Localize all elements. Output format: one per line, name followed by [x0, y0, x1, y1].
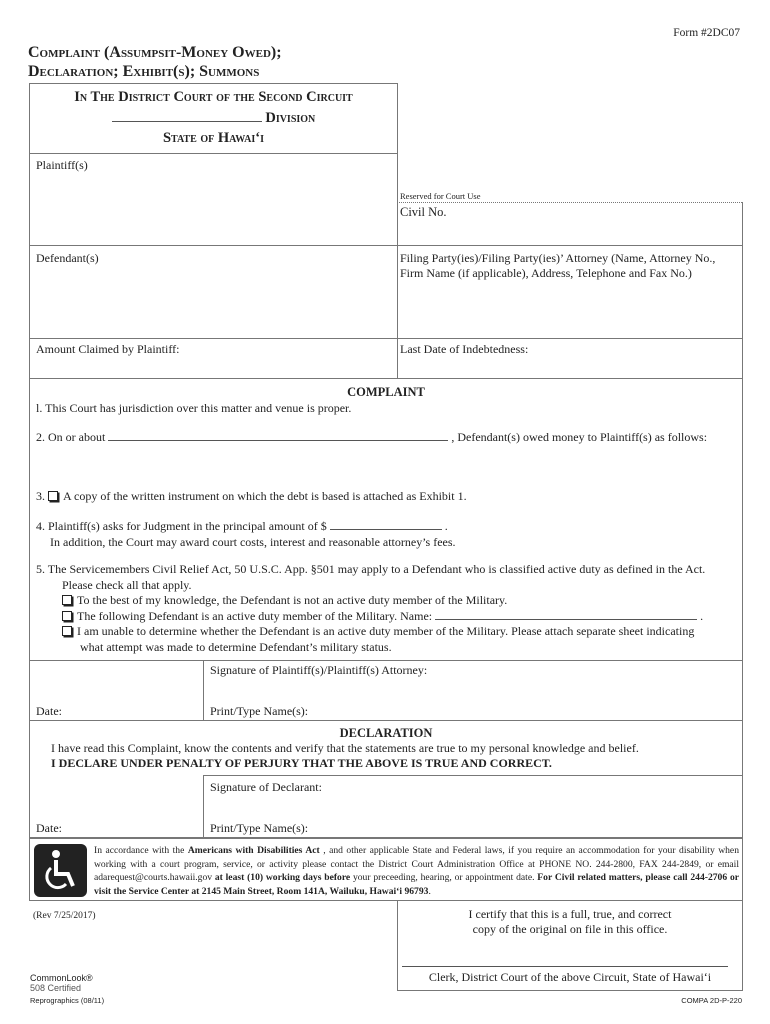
para-4-line2: In addition, the Court may award court costs, interest and reasonable attorney’s fees.: [50, 535, 456, 549]
principal-amount-field[interactable]: [330, 529, 442, 530]
print-label-2: Print/Type Name(s):: [210, 821, 309, 835]
declaration-heading: DECLARATION: [339, 726, 433, 740]
option-1-label: To the best of my knowledge, the Defendant is not an active duty member of the Military.: [77, 593, 508, 607]
state-label: State of Hawai‘i: [162, 130, 265, 146]
division-field[interactable]: [112, 121, 262, 122]
not-military-checkbox[interactable]: [62, 595, 72, 605]
reprographics: Reprographics (08/11): [30, 996, 105, 1005]
declaration-text: I have read this Complaint, know the contents and verify that the statements are true to my personal knowledge and belief.: [51, 741, 639, 755]
ada-notice: [94, 844, 739, 898]
para-5-text: 5. The Servicemembers Civil Relief Act, 50 U.S.C. App. §501 may apply to a Defendant who is classified active duty as defined in the Act.: [36, 562, 706, 576]
division-line: [29, 110, 398, 127]
unable-determine-checkbox[interactable]: [62, 626, 72, 636]
complaint-para-4: 4. Plaintiff(s) asks for Judgment in the principal amount of $ . In addition, the Court may award court costs, interest and reasonable attorney’s fees.: [36, 519, 456, 549]
court-name: In The District Court of the Second Circuit: [74, 89, 353, 105]
filing-party-label: Filing Party(ies)/Filing Party(ies)’ Attorney (Name, Attorney No., Firm Name (if applicable), Address, Telephone and Fax No.): [400, 251, 716, 280]
complaint-para-1: l. This Court has jurisdiction over this matter and venue is proper.: [36, 401, 352, 415]
complaint-para-3: [36, 489, 467, 504]
civil-no-label: Civil No.: [400, 205, 447, 219]
option-2-label: The following Defendant is an active duty member of the Military. Name:: [77, 608, 433, 623]
para-2-suffix: , Defendant(s) owed money to Plaintiff(s) as follows:: [451, 430, 708, 444]
ada-t2: , and other applicable State and Federal laws, if you require an accommodation for your disability when working with a court program, service, or activity please contact the District Court Administration Office at PHONE NO. 244-2800, FAX 244-2849, or email adarequest@courts.hawaii.gov: [94, 845, 739, 884]
title-line-2: Declaration; Exhibit(s); Summons: [28, 63, 260, 80]
para-3-num: 3.: [36, 489, 45, 503]
compa-code: COMPA 2D-P-220: [681, 996, 742, 1005]
complaint-para-2: [36, 430, 707, 445]
para-4-prefix: 4. Plaintiff(s) asks for Judgment in the principal amount of $: [36, 519, 327, 533]
option-3-label: I am unable to determine whether the Defendant is an active duty member of the Military. Please attach separate sheet indicating: [77, 624, 695, 638]
certified-text: 508 Certified: [30, 983, 82, 993]
reserved-label: Reserved for Court Use: [400, 191, 481, 201]
defendant-label: Defendant(s): [36, 251, 99, 265]
last-date-label: Last Date of Indebtedness:: [400, 342, 529, 356]
declaration-perjury: I DECLARE UNDER PENALTY OF PERJURY THAT THE ABOVE IS TRUE AND CORRECT.: [51, 756, 552, 770]
sig1-label: Signature of Plaintiff(s)/Plaintiff(s) Attorney:: [210, 663, 428, 677]
revision-date: (Rev 7/25/2017): [33, 911, 96, 921]
date-label-2: Date:: [36, 821, 62, 835]
form-number: Form #2DC07: [673, 27, 740, 39]
ada-b2: at least (10) working days before: [214, 872, 351, 884]
plaintiff-label: Plaintiff(s): [36, 158, 88, 172]
form-title: [28, 43, 282, 81]
option-3-line2: what attempt was made to determine Defendant’s military status.: [80, 639, 392, 654]
date-label-1: Date:: [36, 704, 62, 718]
print-label-1: Print/Type Name(s):: [210, 704, 309, 718]
commonlook-logo: [30, 973, 93, 993]
sig2-label: Signature of Declarant:: [210, 780, 322, 794]
ada-t3: your preceeding, hearing, or appointment date.: [350, 872, 538, 884]
ada-t1: In accordance with the: [94, 845, 188, 856]
division-label: Division: [265, 110, 316, 126]
amount-label: Amount Claimed by Plaintiff:: [36, 342, 180, 356]
certify-line-1: I certify that this is a full, true, and correct: [468, 907, 672, 921]
certify-line-2: copy of the original on file in this office.: [472, 922, 668, 936]
title-line-1: Complaint (Assumpsit-Money Owed);: [28, 44, 282, 61]
military-name-field[interactable]: [435, 619, 697, 620]
para-2-prefix: 2. On or about: [36, 430, 106, 444]
complaint-para-5: 5. The Servicemembers Civil Relief Act, 50 U.S.C. App. §501 may apply to a Defendant who is classified active duty as defined in the Act. Please check all that apply. To the best of my knowledge, the Defendant is not an active duty member of the Military. The following Defendant is an active duty member of the Military. Name: . I am unable to determine whether the Defendant is an active duty member of the Military. Please attach separate sheet indicating what attempt was made to determine Defendant’s military status.: [36, 562, 746, 655]
military-checkbox[interactable]: [62, 611, 72, 621]
wheelchair-icon: [34, 844, 87, 897]
para-5-line2: Please check all that apply.: [62, 577, 192, 592]
date-owed-field[interactable]: [108, 440, 448, 441]
para-3-text: A copy of the written instrument on which the debt is based is attached as Exhibit 1.: [63, 489, 467, 503]
certify-text: [397, 907, 743, 937]
ada-b1: Americans with Disabilities Act: [187, 845, 320, 856]
complaint-heading: COMPLAINT: [347, 385, 425, 399]
ada-t4: .: [428, 885, 431, 897]
ada-b3: For Civil related matters, please call 244-2706 or visit the Service Center at 2145 Main Street, Room 141A, Wailuku, Hawai‘i 96793: [94, 872, 739, 897]
clerk-signature-line[interactable]: [402, 966, 728, 967]
exhibit-checkbox[interactable]: [48, 491, 58, 501]
commonlook-text: CommonLook®: [30, 973, 93, 983]
clerk-label: Clerk, District Court of the above Circuit, State of Hawai‘i: [428, 970, 712, 984]
